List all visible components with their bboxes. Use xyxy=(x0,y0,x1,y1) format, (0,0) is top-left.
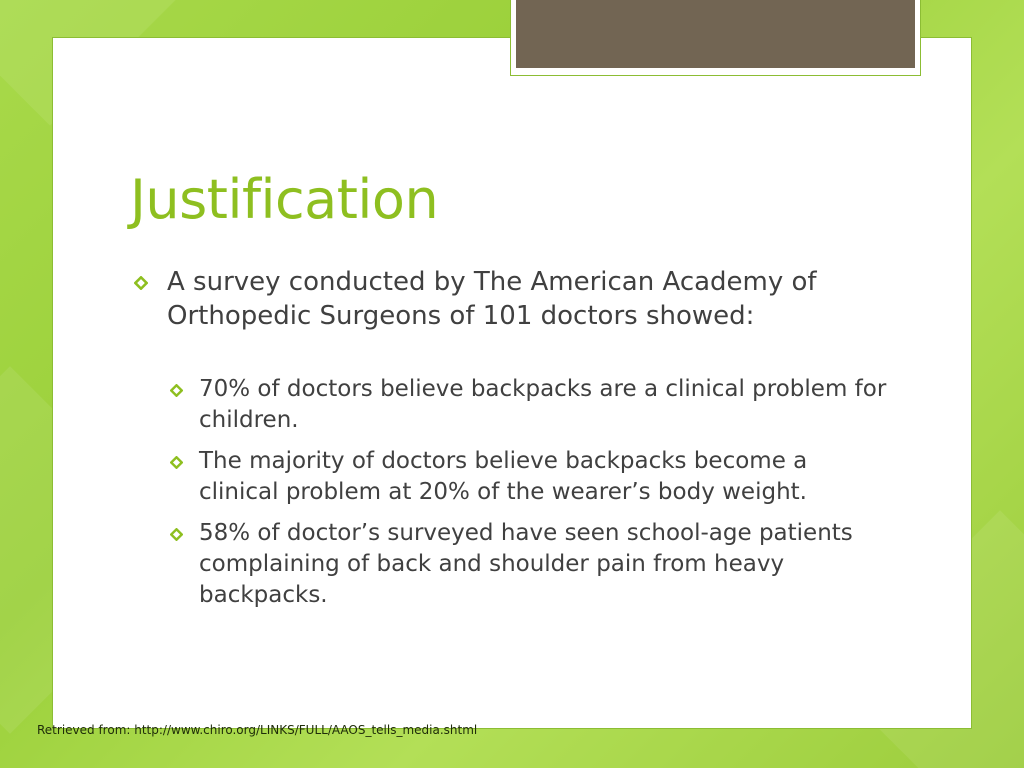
source-citation: Retrieved from: http://www.chiro.org/LINKS/FULL/AAOS_tells_media.shtml xyxy=(37,723,478,737)
sub-bullet-item xyxy=(170,518,890,611)
sub-bullet-text: 70% of doctors believe backpacks are a clinical problem for children. xyxy=(199,376,887,433)
diamond-bullet-icon xyxy=(170,528,183,541)
bullet-item xyxy=(134,265,834,333)
header-tab xyxy=(516,0,915,68)
slide-title: Justification xyxy=(130,168,439,231)
sub-bullet-text: The majority of doctors believe backpacks become a clinical problem at 20% of the wearer’s body weight. xyxy=(199,448,808,505)
sub-bullet-item xyxy=(170,446,890,508)
diamond-bullet-icon xyxy=(170,384,183,397)
sub-bullet-item xyxy=(170,374,890,436)
diamond-bullet-icon xyxy=(170,456,183,469)
sub-bullet-text: 58% of doctor’s surveyed have seen school-age patients complaining of back and shoulder pain from heavy backpacks. xyxy=(199,520,853,608)
bullet-text: A survey conducted by The American Academy of Orthopedic Surgeons of 101 doctors showed: xyxy=(167,267,817,331)
diamond-bullet-icon xyxy=(134,276,148,290)
sub-bullet-list xyxy=(170,374,890,621)
